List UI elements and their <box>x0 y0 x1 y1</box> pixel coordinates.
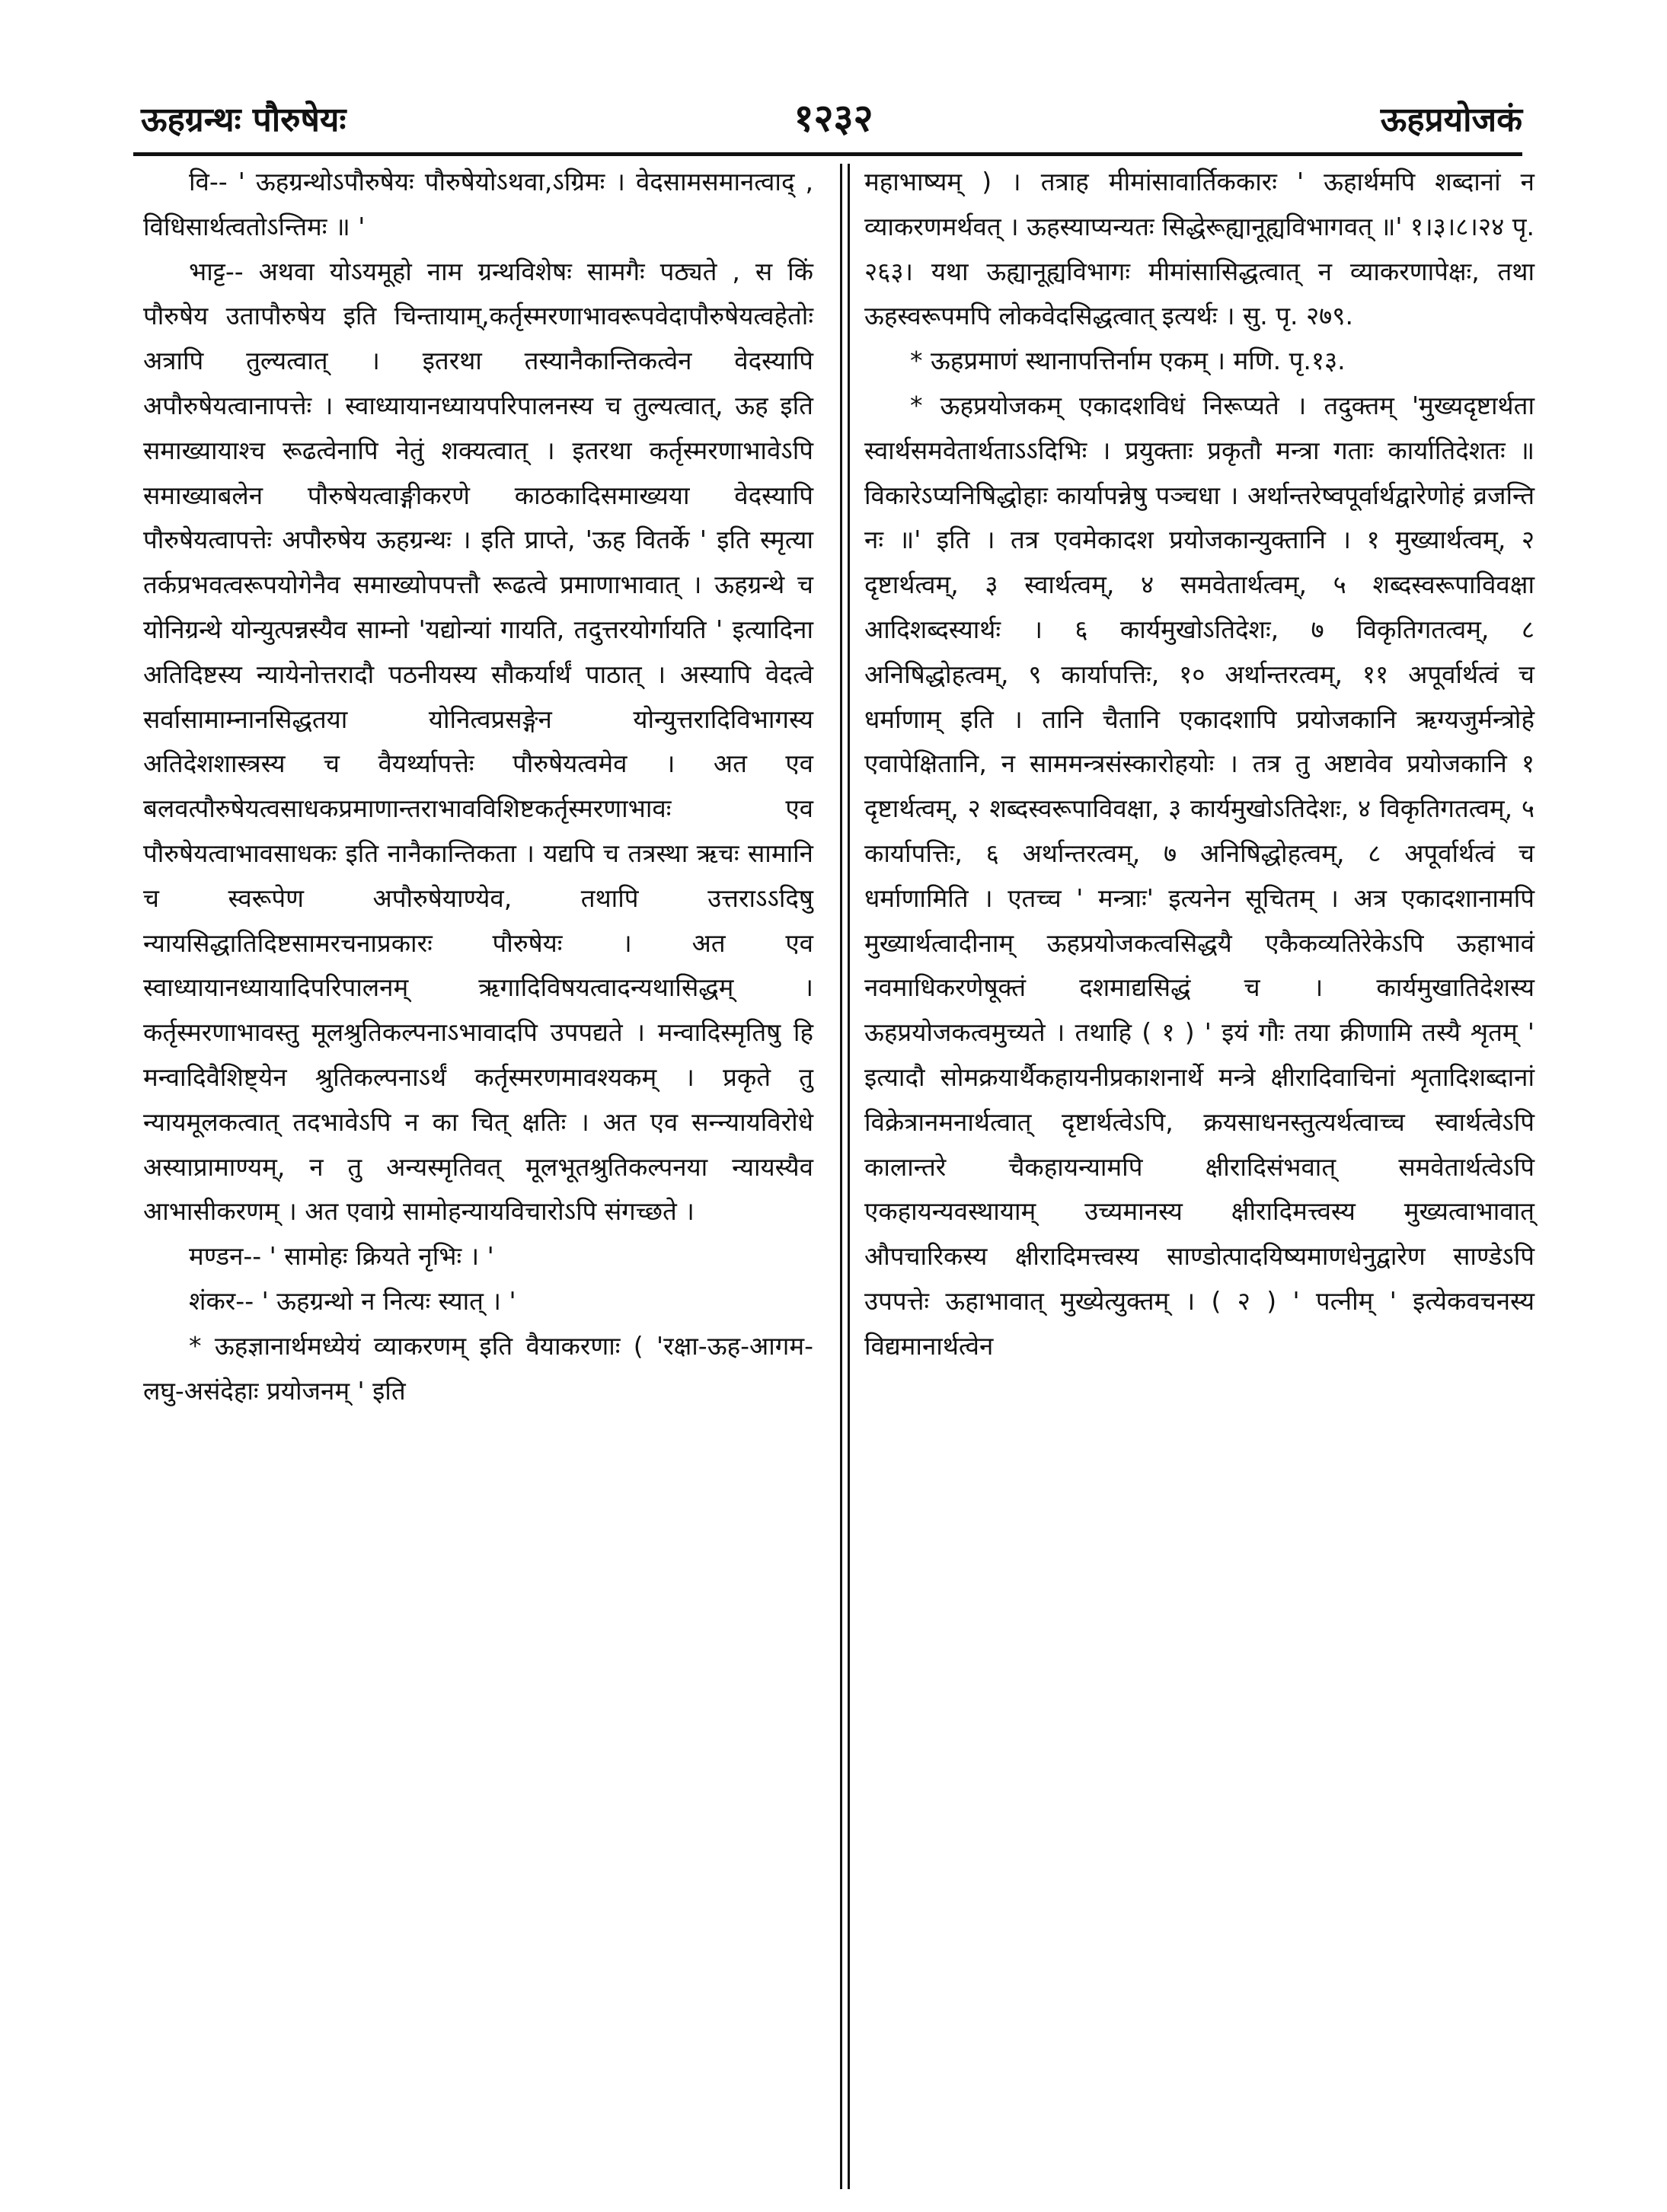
right-column <box>864 160 1534 1369</box>
page-header <box>122 80 1545 148</box>
page-number: १२३२ <box>794 96 873 140</box>
paragraph-mahabhashya: महाभाष्यम् ) । तत्राह मीमांसावार्तिककारः ' ऊहार्थमपि शब्दानां न व्याकरणमर्थवत् । ऊहस्याप्यन्यतः सिद्धेरूह्यानूह्यविभागवत् ॥' १।३।८।२४ पृ. २६३। यथा ऊह्यानूह्यविभागः मीमांसासिद्धत्वात् न व्याकरणापेक्षः, तथा ऊहस्वरूपमपि लोकवेदसिद्धत्वात् इत्यर्थः । सु. पृ. २७९. <box>864 167 1534 331</box>
left-column <box>143 160 813 1413</box>
column-divider-second <box>848 164 850 2189</box>
paragraph-uhaprayojaka: * ऊहप्रयोजकम् एकादशविधं निरूप्यते । तदुक्तम् 'मुख्यदृष्टार्थता स्वार्थसमवेतार्थताऽऽदिभिः । प्रयुक्ताः प्रकृतौ मन्त्रा गताः कार्यातिदेशतः ॥ विकारेऽप्यनिषिद्धोहाः कार्यापन्नेषु पञ्चधा । अर्थान्तरेष्वपूर्वार्थद्वारेणोहं व्रजन्ति नः ॥' इति । तत्र एवमेकादश प्रयोजकान्युक्तानि । १ मुख्यार्थत्वम्, २ दृष्टार्थत्वम्, ३ स्वार्थत्वम्, ४ समवेतार्थत्वम्, ५ शब्दस्वरूपाविवक्षा आदिशब्दस्यार्थः । ६ कार्यमुखोऽतिदेशः, ७ विकृतिगतत्वम्, ८ अनिषिद्धोहत्वम्, ९ कार्यापत्तिः, १० अर्थान्तरत्वम्, ११ अपूर्वार्थत्वं च धर्माणाम् इति । तानि चैतानि एकादशापि प्रयोजकानि ऋग्यजुर्मन्त्रोहे एवापेक्षितानि, न साममन्त्रसंस्कारोहयोः । तत्र तु अष्टावेव प्रयोजकानि १ दृष्टार्थत्वम्, २ शब्दस्वरूपाविवक्षा, ३ कार्यमुखोऽतिदेशः, ४ विकृतिगतत्वम्, ५ कार्यापत्तिः, ६ अर्थान्तरत्वम्, ७ अनिषिद्धोहत्वम्, ८ अपूर्वार्थत्वं च धर्माणामिति । एतच्च ' मन्त्राः' इत्यनेन सूचितम् । अत्र एकादशानामपि मुख्यार्थत्वादीनाम् ऊहप्रयोजकत्वसिद्धयै एकैकव्यतिरेकेऽपि ऊहाभावं नवमाधिकरणेषूक्तं दशमाद्यसिद्धं च । कार्यमुखातिदेशस्य ऊहप्रयोजकत्वमुच्यते । तथाहि ( १ ) ' इयं गौः तया क्रीणामि तस्यै शृतम् ' इत्यादौ सोमक्रयार्थैकहायनीप्रकाशनार्थे मन्त्रे क्षीरादिवाचिनां शृतादिशब्दानां विक्रेत्रानमनार्थत्वात् दृष्टार्थत्वेऽपि, क्रयसाधनस्तुत्यर्थत्वाच्च स्वार्थत्वेऽपि कालान्तरे चैकहायन्यामपि क्षीरादिसंभवात् समवेतार्थत्वेऽपि एकहायन्यवस्थायाम् उच्यमानस्य क्षीरादिमत्त्वस्य मुख्यत्वाभावात् औपचारिकस्य क्षीरादिमत्त्वस्य साण्डोत्पादयिष्यमाणधेनुद्वारेण साण्डेऽपि उपपत्तेः ऊहाभावात् मुख्येत्युक्तम् । ( २ ) ' पत्नीम् ' इत्येकवचनस्य विद्यमानार्थत्वेन <box>864 390 1534 1361</box>
paragraph-bhatta: भाट्ट-- अथवा योऽयमूहो नाम ग्रन्थविशेषः सामगैः पठ्यते , स किं पौरुषेय उतापौरुषेय इति चिन्तायाम्,कर्तृस्मरणाभावरूपवेदापौरुषेयत्वहेतोः अत्रापि तुल्यत्वात् । इतरथा तस्यानैकान्तिकत्वेन वेदस्यापि अपौरुषेयत्वानापत्तेः । स्वाध्यायानध्यायपरिपालनस्य च तुल्यत्वात्, ऊह इति समाख्यायाश्च रूढत्वेनापि नेतुं शक्यत्वात् । इतरथा कर्तृस्मरणाभावेऽपि समाख्याबलेन पौरुषेयत्वाङ्गीकरणे काठकादिसमाख्यया वेदस्यापि पौरुषेयत्वापत्तेः अपौरुषेय ऊहग्रन्थः । इति प्राप्ते, 'ऊह वितर्के ' इति स्मृत्या तर्कप्रभवत्वरूपयोगेनैव समाख्योपपत्तौ रूढत्वे प्रमाणाभावात् । ऊहग्रन्थे च योनिग्रन्थे योन्युत्पन्नस्यैव साम्नो 'यद्योन्यां गायति, तदुत्तरयोर्गायति ' इत्यादिना अतिदिष्टस्य न्यायेनोत्तरादौ पठनीयस्य सौकर्यार्थं पाठात् । अस्यापि वेदत्वे सर्वासामाम्नानसिद्धतया योनित्वप्रसङ्गेन योन्युत्तरादिविभागस्य अतिदेशशास्त्रस्य च वैयर्थ्यापत्तेः पौरुषेयत्वमेव । अत एव बलवत्पौरुषेयत्वसाधकप्रमाणान्तराभावविशिष्टकर्तृस्मरणाभावः एव पौरुषेयत्वाभावसाधकः इति नानैकान्तिकता । यद्यपि च तत्रस्था ऋचः सामानि च स्वरूपेण अपौरुषेयाण्येव, तथापि उत्तराऽऽदिषु न्यायसिद्धातिदिष्टसामरचनाप्रकारः पौरुषेयः । अत एव स्वाध्यायानध्यायादिपरिपालनम् ऋगादिविषयत्वादन्यथासिद्धम् । कर्तृस्मरणाभावस्तु मूलश्रुतिकल्पनाऽभावादपि उपपद्यते । मन्वादिस्मृतिषु हि मन्वादिवैशिष्ट्येन श्रुतिकल्पनाऽर्थं कर्तृस्मरणमावश्यकम् । प्रकृते तु न्यायमूलकत्वात् तदभावेऽपि न का चित् क्षतिः । अत एव सन्न्यायविरोधे अस्याप्रामाण्यम्, न तु अन्यस्मृतिवत् मूलभूतश्रुतिकल्पनया न्यायस्यैव आभासीकरणम् । अत एवाग्रे सामोहन्यायविचारोऽपि संगच्छते । <box>143 256 813 1227</box>
running-head-right: ऊहप्रयोजकं <box>1380 101 1522 139</box>
column-divider <box>840 164 842 2189</box>
header-rule <box>133 152 1522 156</box>
paragraph-vaiyakarana: * ऊहज्ञानार्थमध्येयं व्याकरणम् इति वैयाकरणाः ( 'रक्षा-ऊह-आगम-लघु-असंदेहाः प्रयोजनम् ' इति <box>143 1330 813 1406</box>
paragraph-uhapramana: * ऊहप्रमाणं स्थानापत्तिर्नाम एकम् । मणि. पृ.१३. <box>910 346 1346 376</box>
paragraph-mandana: मण्डन-- ' सामोहः क्रियते नृभिः । ' <box>189 1241 494 1272</box>
running-head-left: ऊहग्रन्थः पौरुषेयः <box>141 101 346 139</box>
paragraph-shankara: शंकर-- ' ऊहग्रन्थो न नित्यः स्यात् । ' <box>189 1285 516 1316</box>
paragraph-vi: वि-- ' ऊहग्रन्थोऽपौरुषेयः पौरुषेयोऽथवा,ऽग्रिमः । वेदसामसमानत्वाद् , विधिसार्थत्वतोऽन्तिमः ॥ ' <box>143 167 813 241</box>
